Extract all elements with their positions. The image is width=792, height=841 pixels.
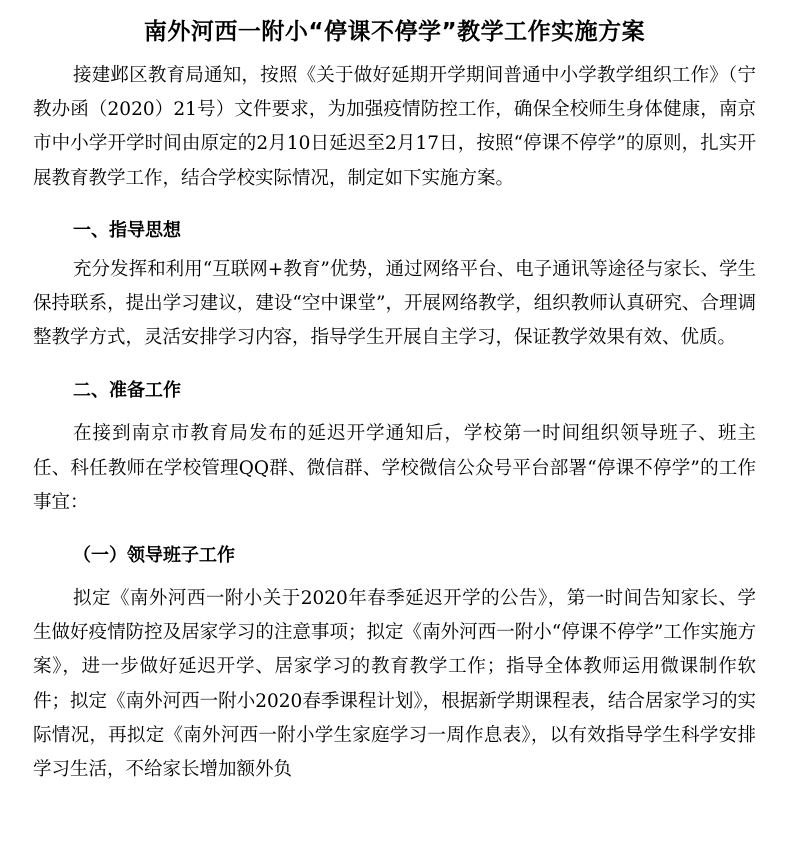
section-paragraph-guiding-ideology: 充分发挥和利用“互联网+教育”优势，通过网络平台、电子通讯等途径与家长、学生保持联系，提出学习建议，建设“空中课堂”，开展网络教学，组织教师认真研究、合理调整教学方式，灵活安排学习内容，指导学生开展自主学习，保证教学效果有效、优质。 xyxy=(33,258,756,349)
section-heading-preparation: 二、准备工作 xyxy=(73,380,181,402)
subsection-paragraph-leadership: 拟定《南外河西一附小关于2020年春季延迟开学的公告》，第一时间告知家长、学生做好疫情防控及居家学习的注意事项；拟定《南外河西一附小“停课不停学”工作实施方案》，进一步做好延迟开学、居家学习的教育教学工作；指导全体教师运用微课制作软件；拟定《南外河西一附小2020春季课程计划》，根据新学期课程表，结合居家学习的实际情况，再拟定《南外河西一附小学生家庭学习一周作息表》，以有效指导学生科学安排学习生活，不给家长增加额外负 xyxy=(33,588,756,781)
document-title: 南外河西一附小“停课不停学”教学工作实施方案 xyxy=(143,19,646,45)
subsection-heading-leadership: （一）领导班子工作 xyxy=(73,545,235,567)
section-heading-guiding-ideology: 一、指导思想 xyxy=(73,219,181,241)
intro-paragraph: 接建邺区教育局通知，按照《关于做好延期开学期间普通中小学教学组织工作》（宁教办函（2020）21号）文件要求，为加强疫情防控工作，确保全校师生身体健康，南京市中小学开学时间由原定的2月10日延迟至2月17日，按照“停课不停学”的原则，扎实开展教育教学工作，结合学校实际情况，制定如下实施方案。 xyxy=(33,65,756,189)
section-paragraph-preparation: 在接到南京市教育局发布的延迟开学通知后，学校第一时间组织领导班子、班主任、科任教师在学校管理QQ群、微信群、学校微信公众号平台部署“停课不停学”的工作事宜： xyxy=(33,423,756,513)
